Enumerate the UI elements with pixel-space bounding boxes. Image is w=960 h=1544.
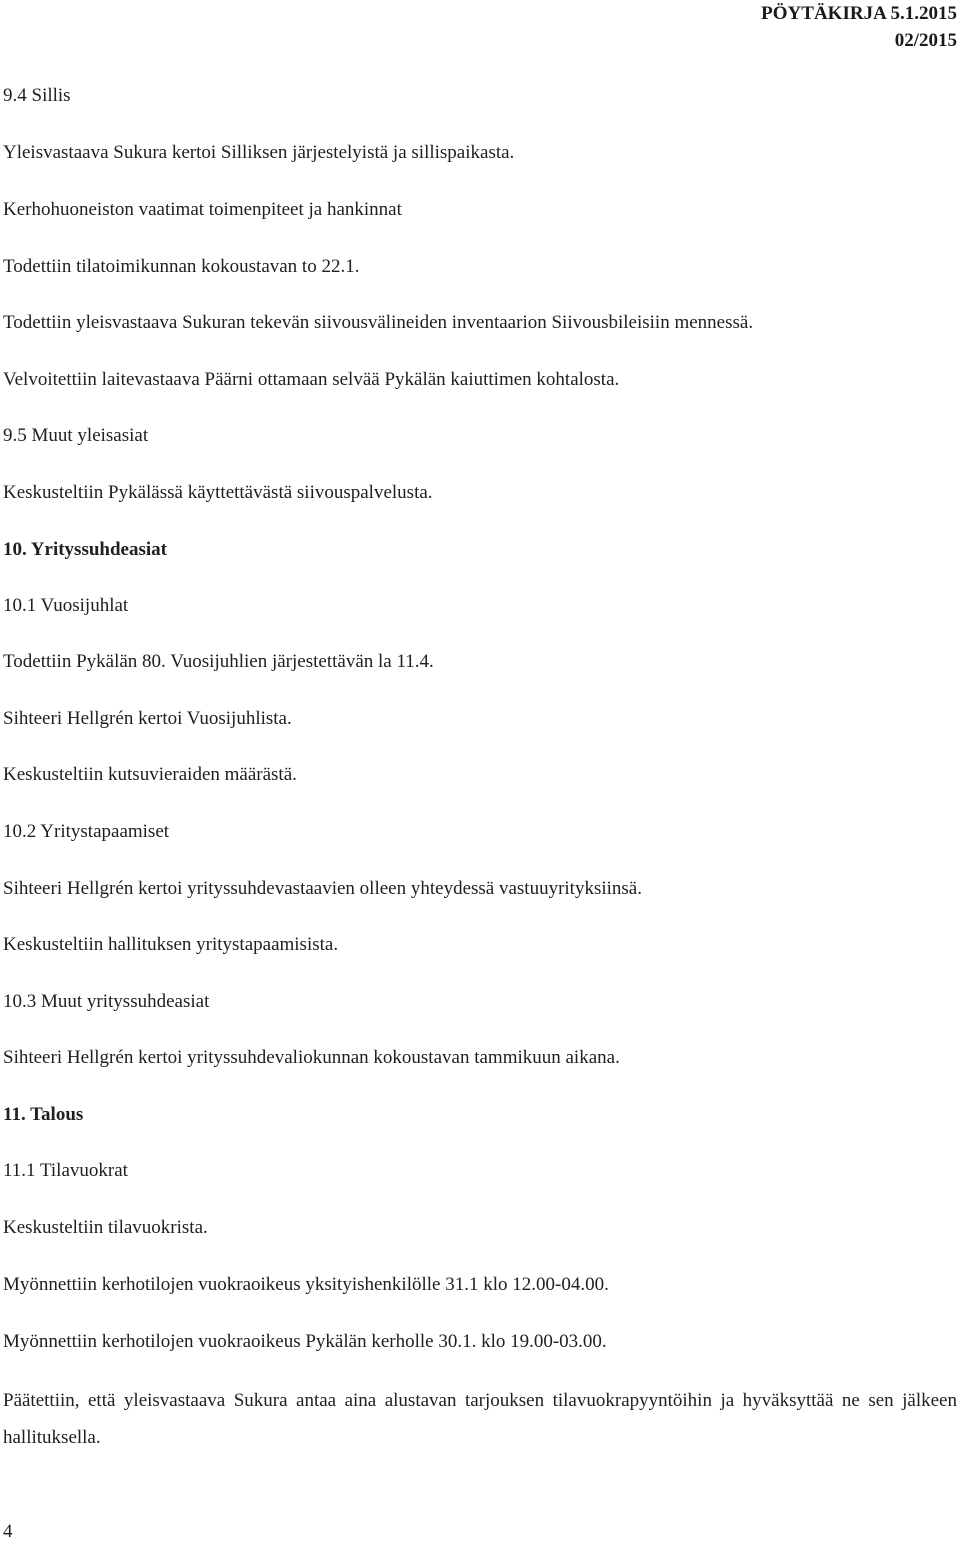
text-line: 10.2 Yritystapaamiset [3, 821, 170, 842]
text-line: Keskusteltiin hallituksen yritystapaamisista. [3, 934, 339, 955]
document-number: 02/2015 [894, 30, 957, 51]
text-line: Sihteeri Hellgrén kertoi yrityssuhdevaliokunnan kokoustavan tammikuun aikana. [3, 1047, 620, 1068]
text-line: 10.1 Vuosijuhlat [3, 595, 129, 616]
text-line: 11.1 Tilavuokrat [3, 1160, 128, 1181]
text-line: Keskusteltiin Pykälässä käyttettävästä siivouspalvelusta. [3, 482, 433, 503]
final-paragraph: Päätettiin, että yleisvastaava Sukura antaa aina alustavan tarjouksen tilavuokrapyyntöihin ja hyväksyttää ne sen jälkeen hallituksella. [3, 1390, 957, 1448]
section-heading: 10. Yrityssuhdeasiat [3, 539, 167, 560]
text-line: Myönnettiin kerhotilojen vuokraoikeus Pykälän kerholle 30.1. klo 19.00-03.00. [3, 1331, 607, 1352]
section-heading: 11. Talous [3, 1104, 84, 1125]
text-line: Sihteeri Hellgrén kertoi yrityssuhdevastaavien olleen yhteydessä vastuuyrityksiinsä. [3, 878, 642, 899]
text-line: Todettiin Pykälän 80. Vuosijuhlien järjestettävän la 11.4. [3, 651, 434, 672]
text-line: Todettiin yleisvastaava Sukuran tekevän siivousvälineiden inventaarion Siivousbileisiin mennessä. [3, 312, 754, 333]
document-title: PÖYTÄKIRJA 5.1.2015 [761, 3, 957, 24]
text-line: Keskusteltiin tilavuokrista. [3, 1217, 208, 1238]
text-line: Todettiin tilatoimikunnan kokoustavan to 22.1. [3, 256, 360, 277]
text-line: 10.3 Muut yrityssuhdeasiat [3, 991, 210, 1012]
text-line: Yleisvastaava Sukura kertoi Silliksen järjestelyistä ja sillispaikasta. [3, 142, 515, 163]
page-number: 4 [3, 1521, 13, 1542]
text-line: 9.5 Muut yleisasiat [3, 425, 149, 446]
text-line: Sihteeri Hellgrén kertoi Vuosijuhlista. [3, 708, 292, 729]
text-line: Kerhohuoneiston vaatimat toimenpiteet ja hankinnat [3, 199, 402, 220]
page-header [761, 0, 957, 54]
text-line: Keskusteltiin kutsuvieraiden määrästä. [3, 764, 297, 785]
text-line: Myönnettiin kerhotilojen vuokraoikeus yksityishenkilölle 31.1 klo 12.00-04.00. [3, 1274, 609, 1295]
text-line: Velvoitettiin laitevastaava Päärni ottamaan selvää Pykälän kaiuttimen kohtalosta. [3, 369, 620, 390]
text-line: 9.4 Sillis [3, 85, 71, 106]
